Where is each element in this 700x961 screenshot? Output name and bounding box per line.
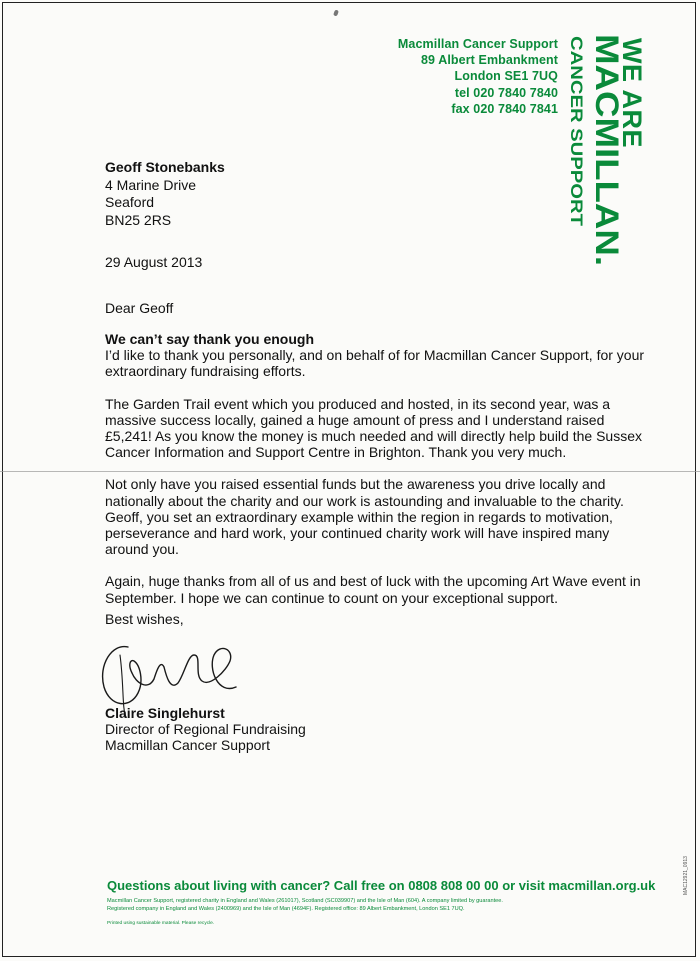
sender-street: 89 Albert Embankment bbox=[421, 53, 558, 68]
footer-legal-line-1: Macmillan Cancer Support, registered charity in England and Wales (261017), Scotland (SC039907) and the Isle of Man (604). A company limited by guarantee. bbox=[107, 898, 503, 904]
letter-body bbox=[105, 331, 645, 622]
document-code: MAC12921_0913 bbox=[683, 856, 689, 895]
macmillan-logo bbox=[565, 32, 661, 272]
recipient-street: 4 Marine Drive bbox=[105, 176, 197, 193]
salutation: Dear Geoff bbox=[105, 300, 174, 316]
recipient-postcode: BN25 2RS bbox=[105, 211, 172, 228]
footer-helpline: Questions about living with cancer? Call free on 0808 808 00 00 or visit macmillan.org.uk bbox=[107, 878, 656, 893]
paragraph-2: The Garden Trail event which you produced and hosted, in its second year, was a massive success locally, gained a huge amount of press and I understand raised £5,241! As you know the money is much needed and will directly help build the Sussex Cancer Information and Support Centre in Brighton. Thank you very much. bbox=[105, 395, 642, 461]
logo-macmillan: MACMILLAN. bbox=[589, 34, 625, 237]
sender-city: London SE1 7UQ bbox=[454, 69, 558, 84]
sender-org-name: Macmillan Cancer Support bbox=[397, 37, 558, 51]
signer-title: Director of Regional Fundraising bbox=[105, 721, 306, 738]
signer-name: Claire Singlehurst bbox=[105, 705, 225, 721]
recipient-town: Seaford bbox=[105, 194, 155, 210]
signer-block bbox=[105, 705, 306, 754]
sender-fax: fax 020 7840 7841 bbox=[451, 101, 558, 116]
footer-print-note: Printed using sustainable material. Please recycle. bbox=[107, 921, 215, 926]
paragraph-3: Not only have you raised essential funds but the awareness you drive locally and nationally about the charity and our work is astounding and invaluable to the charity. Geoff, you set an extraordinary example within the region in regards to motivation, perseverance and hard work, your continued charity work will have inspired many around you. bbox=[105, 476, 624, 558]
sender-tel: tel 020 7840 7840 bbox=[454, 85, 558, 100]
sender-address bbox=[398, 36, 558, 117]
footer-legal-line-2: Registered company in England and Wales (2400969) and the Isle of Man (4694F). Registered office: 89 Albert Embankment, London SE1 7UQ. bbox=[107, 906, 465, 912]
logo-cancer-support: CANCER SUPPORT bbox=[567, 36, 586, 196]
recipient-name: Geoff Stonebanks bbox=[105, 159, 225, 175]
closing: Best wishes, bbox=[105, 611, 184, 627]
footer-legal bbox=[107, 897, 667, 913]
paragraph-4: Again, huge thanks from all of us and best of luck with the upcoming Art Wave event in September. I hope we can continue to count on your exceptional support. bbox=[105, 573, 641, 606]
letter-date: 29 August 2013 bbox=[105, 254, 203, 270]
recipient-address bbox=[105, 159, 225, 229]
paragraph-1: I’d like to thank you personally, and on behalf of for Macmillan Cancer Support, for your extraordinary fundraising efforts. bbox=[105, 347, 645, 380]
logo-we-are: WE ARE bbox=[617, 38, 647, 148]
letter-subject: We can’t say thank you enough bbox=[105, 331, 315, 347]
signer-organisation: Macmillan Cancer Support bbox=[105, 737, 270, 754]
scan-speck bbox=[333, 9, 339, 16]
macmillan-logo-graphic bbox=[565, 32, 661, 272]
letter-footer bbox=[107, 878, 667, 926]
